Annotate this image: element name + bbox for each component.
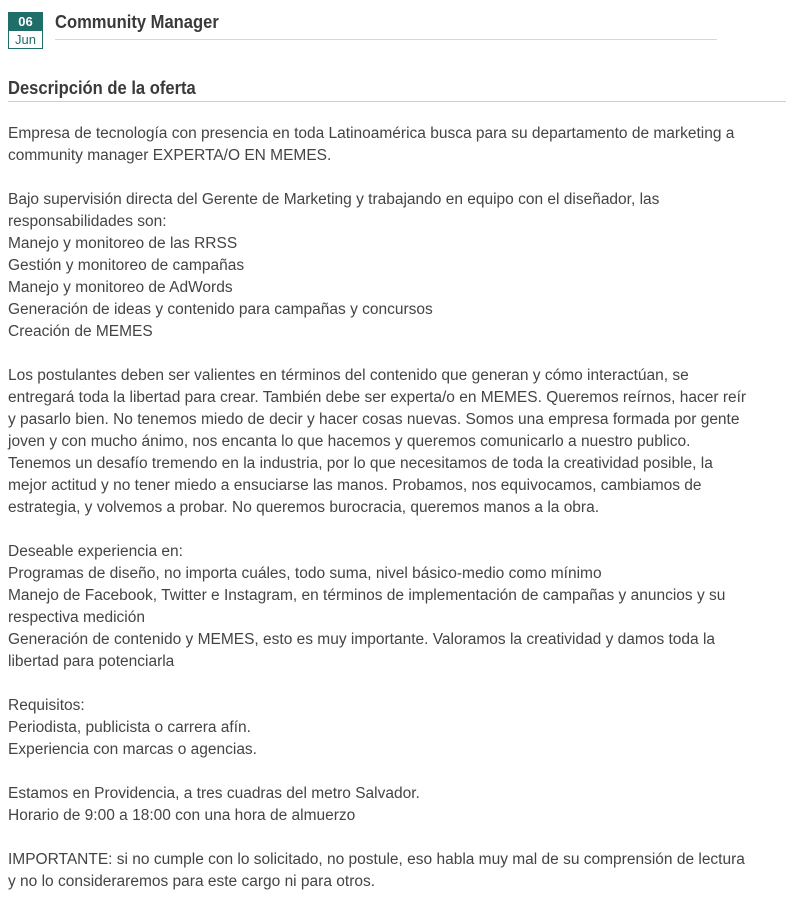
description-line: Generación de ideas y contenido para campañas y concursos — [8, 301, 433, 318]
description-paragraph — [8, 783, 793, 827]
section-divider — [8, 101, 786, 102]
title-divider — [55, 39, 717, 40]
description-line: Gestión y monitoreo de campañas — [8, 257, 245, 274]
job-description — [8, 123, 793, 893]
description-paragraph — [8, 849, 793, 893]
description-paragraph — [8, 541, 793, 673]
date-badge — [8, 12, 43, 49]
description-line: Los postulantes deben ser valientes en términos del contenido que generan y cómo interactúan, se — [8, 367, 689, 384]
description-line: y pasarlo bien. No tenemos miedo de decir y hacer cosas nuevas. Somos una empresa formada por gente — [8, 411, 740, 428]
description-line: responsabilidades son: — [8, 213, 167, 230]
description-line: Manejo y monitoreo de AdWords — [8, 279, 233, 296]
description-line: Estamos en Providencia, a tres cuadras del metro Salvador. — [8, 785, 420, 802]
paragraph-gap — [8, 519, 793, 541]
description-line: Horario de 9:00 a 18:00 con una hora de almuerzo — [8, 807, 356, 824]
paragraph-gap — [8, 343, 793, 365]
description-line: joven y con mucho ánimo, nos encanta lo que hacemos y queremos comunicarlo a nuestro publico. — [8, 433, 691, 450]
description-line: Tenemos un desafío tremendo en la industria, por lo que necesitamos de toda la creatividad posible, la — [8, 455, 713, 472]
description-line: mejor actitud y no tener miedo a ensuciarse las manos. Probamos, nos equivocamos, cambiamos de — [8, 477, 702, 494]
description-line: Manejo y monitoreo de las RRSS — [8, 235, 238, 252]
description-paragraph — [8, 695, 793, 761]
paragraph-gap — [8, 673, 793, 695]
description-line: Generación de contenido y MEMES, esto es muy importante. Valoramos la creatividad y damos toda la — [8, 631, 716, 648]
description-line: Requisitos: — [8, 697, 85, 714]
description-line: Empresa de tecnología con presencia en toda Latinoamérica busca para su departamento de marketing a — [8, 125, 735, 142]
date-day: 06 — [9, 13, 42, 31]
description-line: y no lo consideraremos para este cargo ni para otros. — [8, 873, 376, 890]
description-line: IMPORTANTE: si no cumple con lo solicitado, no postule, eso habla muy mal de su comprensión de lectura — [8, 851, 745, 868]
description-paragraph — [8, 189, 793, 343]
paragraph-gap — [8, 167, 793, 189]
description-line: Manejo de Facebook, Twitter e Instagram, en términos de implementación de campañas y anuncios y su — [8, 587, 726, 604]
description-line: Deseable experiencia en: — [8, 543, 183, 560]
paragraph-gap — [8, 827, 793, 849]
description-line: Bajo supervisión directa del Gerente de Marketing y trabajando en equipo con el diseñador, las — [8, 191, 660, 208]
description-line: entregará toda la libertad para crear. También debe ser experta/o en MEMES. Queremos reírnos, hacer reír — [8, 389, 747, 406]
description-line: community manager EXPERTA/O EN MEMES. — [8, 147, 332, 164]
description-line: Periodista, publicista o carrera afín. — [8, 719, 251, 736]
date-month: Jun — [15, 32, 36, 47]
description-line: Programas de diseño, no importa cuáles, todo suma, nivel básico-medio como mínimo — [8, 565, 602, 582]
description-line: libertad para potenciarla — [8, 653, 175, 670]
description-line: Experiencia con marcas o agencias. — [8, 741, 257, 758]
description-line: Creación de MEMES — [8, 323, 153, 340]
description-line: estrategia, y volvemos a probar. No queremos burocracia, queremos manos a la obra. — [8, 499, 600, 516]
section-heading: Descripción de la oferta — [8, 78, 196, 98]
paragraph-gap — [8, 761, 793, 783]
description-paragraph — [8, 365, 793, 519]
description-paragraph — [8, 123, 793, 167]
job-title: Community Manager — [55, 12, 219, 32]
description-line: respectiva medición — [8, 609, 145, 626]
